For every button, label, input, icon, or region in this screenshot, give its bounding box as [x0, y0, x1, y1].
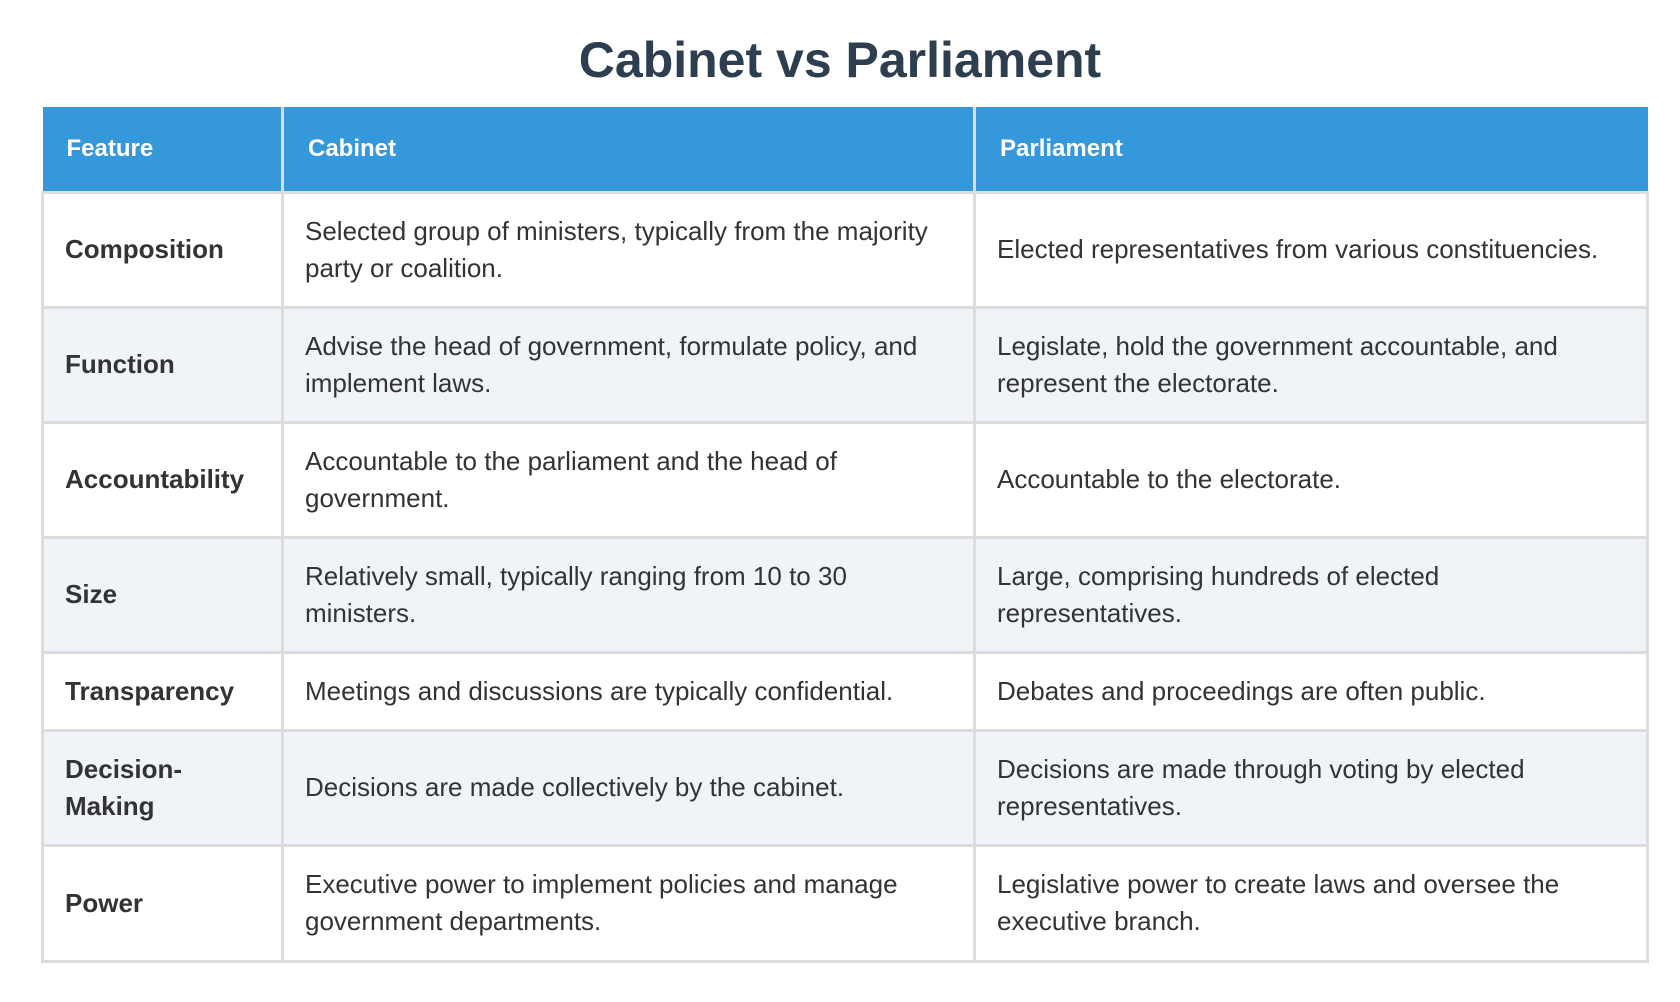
feature-cell: Power	[43, 845, 283, 961]
parliament-cell: Accountable to the electorate.	[975, 422, 1648, 537]
table-row	[43, 537, 1648, 652]
table-row	[43, 422, 1648, 537]
parliament-cell: Large, comprising hundreds of elected representatives.	[975, 537, 1648, 652]
table-row	[43, 730, 1648, 845]
column-header-parliament: Parliament	[975, 107, 1648, 192]
feature-cell: Function	[43, 307, 283, 422]
cabinet-cell: Decisions are made collectively by the cabinet.	[283, 730, 975, 845]
table-row	[43, 845, 1648, 961]
parliament-cell: Legislative power to create laws and oversee the executive branch.	[975, 845, 1648, 961]
feature-cell: Composition	[43, 192, 283, 307]
cabinet-cell: Meetings and discussions are typically confidential.	[283, 652, 975, 730]
feature-cell: Size	[43, 537, 283, 652]
page-title: Cabinet vs Parliament	[578, 32, 1102, 88]
table-row	[43, 192, 1648, 307]
parliament-cell: Elected representatives from various constituencies.	[975, 192, 1648, 307]
parliament-cell: Legislate, hold the government accountable, and represent the electorate.	[975, 307, 1648, 422]
table-row	[43, 307, 1648, 422]
cabinet-cell: Accountable to the parliament and the head of government.	[283, 422, 975, 537]
feature-cell: Accountability	[43, 422, 283, 537]
cabinet-cell: Selected group of ministers, typically from the majority party or coalition.	[283, 192, 975, 307]
table-header-row	[43, 107, 1648, 192]
cabinet-cell: Executive power to implement policies and manage government departments.	[283, 845, 975, 961]
parliament-cell: Decisions are made through voting by elected representatives.	[975, 730, 1648, 845]
column-header-feature: Feature	[43, 107, 283, 192]
comparison-table	[41, 107, 1649, 963]
table-row	[43, 652, 1648, 730]
cabinet-cell: Relatively small, typically ranging from 10 to 30 ministers.	[283, 537, 975, 652]
column-header-cabinet: Cabinet	[283, 107, 975, 192]
feature-cell: Decision-Making	[43, 730, 283, 845]
cabinet-cell: Advise the head of government, formulate policy, and implement laws.	[283, 307, 975, 422]
feature-cell: Transparency	[43, 652, 283, 730]
parliament-cell: Debates and proceedings are often public.	[975, 652, 1648, 730]
